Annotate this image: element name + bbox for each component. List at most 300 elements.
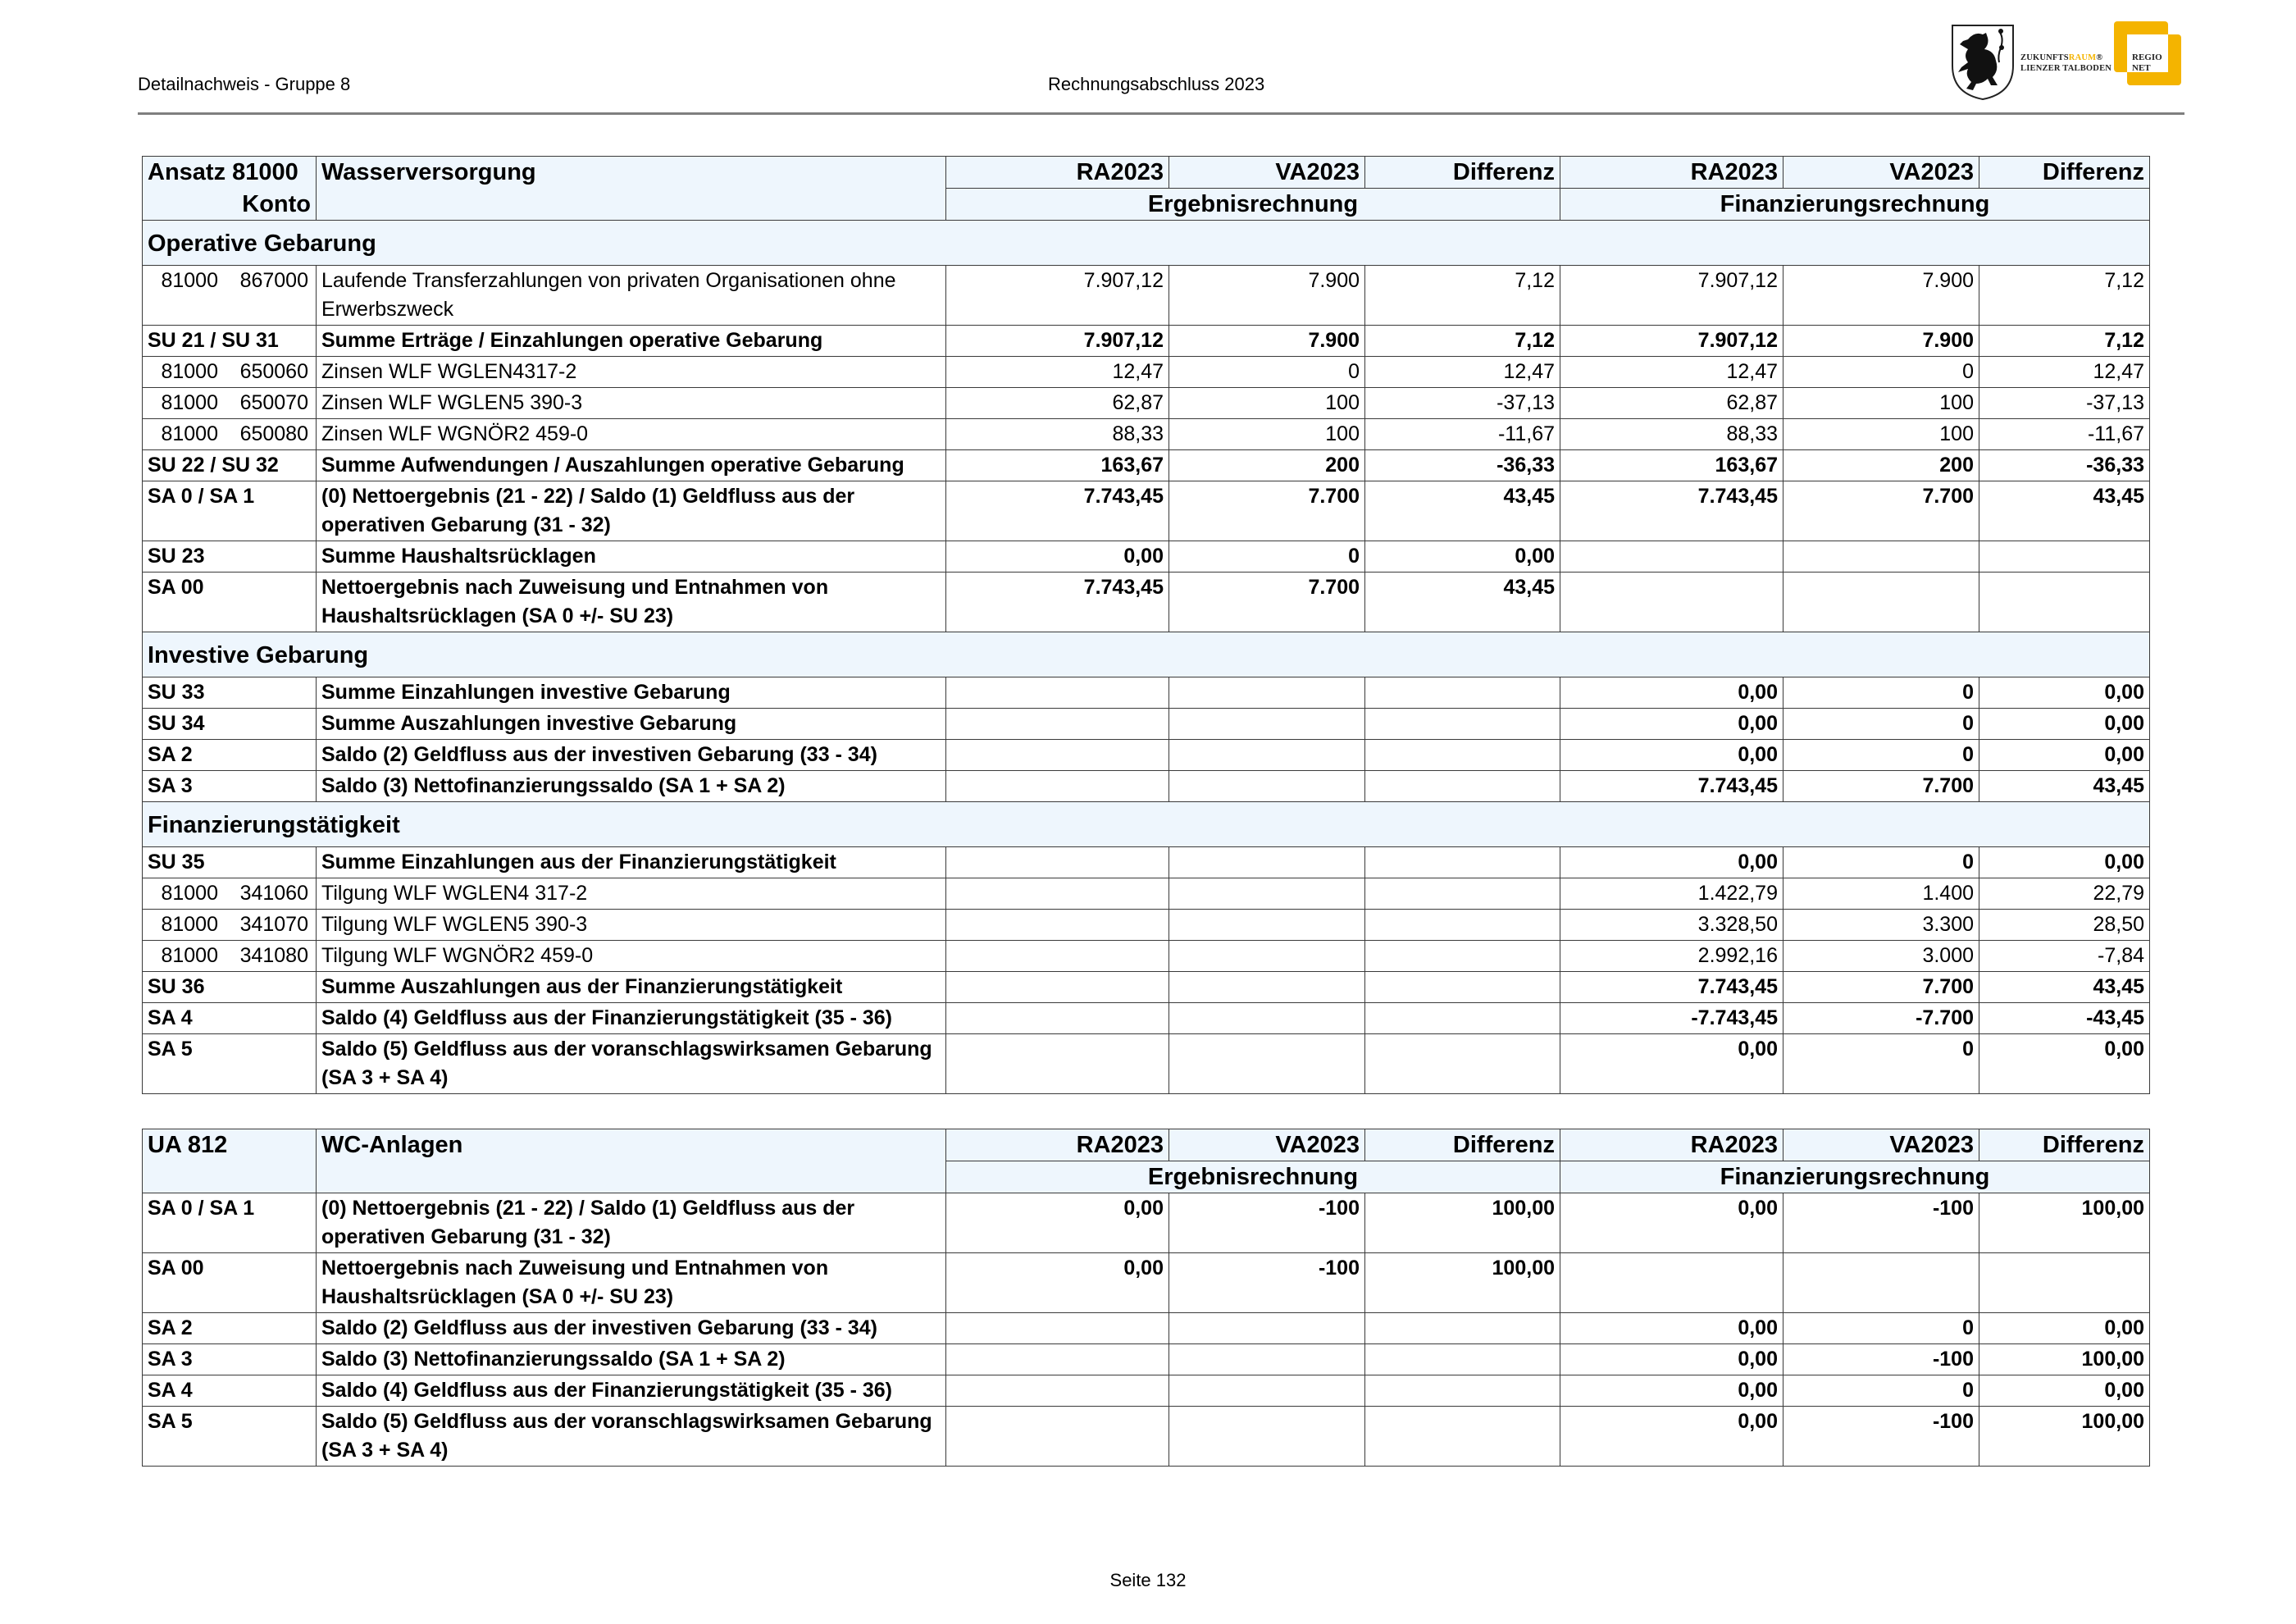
row-label: Saldo (2) Geldfluss aus der investiven Gebarung (33 - 34)	[317, 740, 946, 771]
value-va2023-finanzierung: -100	[1784, 1407, 1979, 1467]
table-row	[143, 677, 2150, 709]
value-va2023-ergebnis: 7.700	[1169, 481, 1365, 541]
table-row	[143, 326, 2150, 357]
value-differenz-ergebnis: 100,00	[1365, 1253, 1560, 1313]
value-ra2023-finanzierung	[1560, 541, 1784, 573]
konto-number: 650070	[239, 391, 308, 414]
value-ra2023-finanzierung: 0,00	[1560, 740, 1784, 771]
value-ra2023-ergebnis: 0,00	[946, 541, 1169, 573]
value-va2023-ergebnis	[1169, 847, 1365, 878]
value-va2023-finanzierung: 3.000	[1784, 941, 1979, 972]
value-differenz-ergebnis: 43,45	[1365, 481, 1560, 541]
account-code	[143, 910, 317, 941]
account-code	[143, 771, 317, 802]
account-code	[143, 266, 317, 326]
konto-number: 650080	[239, 422, 308, 445]
table-row	[143, 910, 2150, 941]
value-ra2023-finanzierung	[1560, 1253, 1784, 1313]
value-va2023-finanzierung: 100	[1784, 419, 1979, 450]
col-header-1: VA2023	[1169, 1129, 1365, 1161]
table-row	[143, 1253, 2150, 1313]
table-row	[143, 481, 2150, 541]
value-ra2023-ergebnis	[946, 1375, 1169, 1407]
col-header-2: Differenz	[1365, 1129, 1560, 1161]
table-group-header-row	[143, 1161, 2150, 1193]
value-va2023-ergebnis	[1169, 1003, 1365, 1034]
value-differenz-finanzierung: 100,00	[1979, 1193, 2150, 1253]
row-label: Tilgung WLF WGNÖR2 459-0	[317, 941, 946, 972]
value-ra2023-ergebnis: 7.907,12	[946, 266, 1169, 326]
value-ra2023-ergebnis: 12,47	[946, 357, 1169, 388]
row-label: Saldo (3) Nettofinanzierungssaldo (SA 1 + SA 2)	[317, 1344, 946, 1375]
account-code	[143, 972, 317, 1003]
value-ra2023-finanzierung: 0,00	[1560, 1407, 1784, 1467]
value-va2023-finanzierung: 1.400	[1784, 878, 1979, 910]
account-code	[143, 1344, 317, 1375]
value-differenz-ergebnis	[1365, 847, 1560, 878]
page-header	[138, 0, 2184, 116]
value-va2023-ergebnis: 100	[1169, 388, 1365, 419]
col-header-2: Differenz	[1365, 157, 1560, 189]
row-label: Tilgung WLF WGLEN5 390-3	[317, 910, 946, 941]
value-differenz-finanzierung: 43,45	[1979, 771, 2150, 802]
row-label: Saldo (3) Nettofinanzierungssaldo (SA 1 + SA 2)	[317, 771, 946, 802]
konto-number: 650060	[239, 360, 308, 383]
value-ra2023-ergebnis	[946, 771, 1169, 802]
value-ra2023-ergebnis: 163,67	[946, 450, 1169, 481]
header-document-title: Rechnungsabschluss 2023	[1048, 74, 1265, 94]
ansatz-number: 81000	[161, 391, 218, 414]
value-ra2023-finanzierung: 2.992,16	[1560, 941, 1784, 972]
value-differenz-ergebnis	[1365, 740, 1560, 771]
account-code	[143, 941, 317, 972]
value-differenz-finanzierung	[1979, 541, 2150, 573]
value-ra2023-ergebnis	[946, 709, 1169, 740]
table-header-row	[143, 1129, 2150, 1161]
value-ra2023-ergebnis	[946, 1344, 1169, 1375]
value-va2023-ergebnis: -100	[1169, 1253, 1365, 1313]
ansatz-number: 81000	[161, 269, 218, 292]
row-code: SU 34	[148, 712, 205, 735]
value-ra2023-finanzierung: 7.743,45	[1560, 481, 1784, 541]
value-ra2023-ergebnis	[946, 847, 1169, 878]
table-row	[143, 450, 2150, 481]
row-label: Saldo (5) Geldfluss aus der voranschlagswirksamen Gebarung (SA 3 + SA 4)	[317, 1407, 946, 1467]
value-va2023-finanzierung: 0	[1784, 740, 1979, 771]
value-differenz-ergebnis	[1365, 709, 1560, 740]
value-va2023-ergebnis	[1169, 1407, 1365, 1467]
row-label: Summe Einzahlungen aus der Finanzierungstätigkeit	[317, 847, 946, 878]
row-code: SA 0 / SA 1	[148, 485, 255, 508]
col-header-0: RA2023	[946, 157, 1169, 189]
row-label: Summe Auszahlungen aus der Finanzierungstätigkeit	[317, 972, 946, 1003]
table-row	[143, 419, 2150, 450]
value-ra2023-ergebnis: 88,33	[946, 419, 1169, 450]
table-row	[143, 541, 2150, 573]
value-differenz-finanzierung: 0,00	[1979, 740, 2150, 771]
account-code	[143, 1407, 317, 1467]
value-va2023-ergebnis	[1169, 941, 1365, 972]
ansatz-number: 81000	[161, 882, 218, 905]
row-code: SA 5	[148, 1410, 193, 1433]
row-code: SA 4	[148, 1379, 193, 1402]
account-code	[143, 847, 317, 878]
value-va2023-ergebnis: 7.700	[1169, 573, 1365, 632]
account-code	[143, 1253, 317, 1313]
value-ra2023-ergebnis: 7.743,45	[946, 481, 1169, 541]
account-code	[143, 541, 317, 573]
value-va2023-finanzierung	[1784, 541, 1979, 573]
value-differenz-ergebnis	[1365, 1344, 1560, 1375]
value-differenz-finanzierung: 100,00	[1979, 1344, 2150, 1375]
value-differenz-ergebnis: 43,45	[1365, 573, 1560, 632]
account-code	[143, 1034, 317, 1094]
row-label: Nettoergebnis nach Zuweisung und Entnahmen von Haushaltsrücklagen (SA 0 +/- SU 23)	[317, 573, 946, 632]
value-va2023-ergebnis: 200	[1169, 450, 1365, 481]
page-number: Seite 132	[1109, 1570, 1187, 1590]
table-row	[143, 1313, 2150, 1344]
value-va2023-ergebnis	[1169, 1313, 1365, 1344]
value-va2023-ergebnis: 7.900	[1169, 326, 1365, 357]
group-header-ergebnisrechnung: Ergebnisrechnung	[946, 189, 1560, 221]
value-ra2023-ergebnis: 0,00	[946, 1193, 1169, 1253]
header-divider	[138, 112, 2184, 115]
row-code: SA 2	[148, 1316, 193, 1339]
section-name-spacer	[317, 189, 946, 221]
value-differenz-ergebnis: 7,12	[1365, 266, 1560, 326]
table-row	[143, 1034, 2150, 1094]
value-differenz-finanzierung: -11,67	[1979, 419, 2150, 450]
table-header-row	[143, 157, 2150, 189]
value-differenz-ergebnis: -37,13	[1365, 388, 1560, 419]
value-differenz-ergebnis	[1365, 677, 1560, 709]
value-va2023-finanzierung: 7.700	[1784, 771, 1979, 802]
value-va2023-finanzierung: 0	[1784, 1375, 1979, 1407]
account-code	[143, 1375, 317, 1407]
row-label: Saldo (5) Geldfluss aus der voranschlagswirksamen Gebarung (SA 3 + SA 4)	[317, 1034, 946, 1094]
value-ra2023-finanzierung: 3.328,50	[1560, 910, 1784, 941]
row-label: Nettoergebnis nach Zuweisung und Entnahmen von Haushaltsrücklagen (SA 0 +/- SU 23)	[317, 1253, 946, 1313]
row-label: Tilgung WLF WGLEN4 317-2	[317, 878, 946, 910]
value-differenz-finanzierung: 43,45	[1979, 481, 2150, 541]
value-differenz-ergebnis: 7,12	[1365, 326, 1560, 357]
account-code	[143, 1003, 317, 1034]
account-code	[143, 388, 317, 419]
row-code: SU 36	[148, 975, 205, 998]
table-row	[143, 847, 2150, 878]
value-va2023-finanzierung: 7.900	[1784, 326, 1979, 357]
table-row	[143, 357, 2150, 388]
value-differenz-ergebnis: 12,47	[1365, 357, 1560, 388]
value-ra2023-ergebnis	[946, 1407, 1169, 1467]
value-ra2023-finanzierung: -7.743,45	[1560, 1003, 1784, 1034]
table-row	[143, 972, 2150, 1003]
value-ra2023-ergebnis	[946, 910, 1169, 941]
code-title: Ansatz 81000	[143, 157, 317, 189]
col-header-1: VA2023	[1169, 157, 1365, 189]
account-code	[143, 677, 317, 709]
group-header-finanzierungsrechnung: Finanzierungsrechnung	[1560, 189, 2150, 221]
code-title: UA 812	[143, 1129, 317, 1161]
value-va2023-finanzierung: 0	[1784, 1313, 1979, 1344]
account-code	[143, 419, 317, 450]
value-ra2023-finanzierung: 7.907,12	[1560, 326, 1784, 357]
value-ra2023-finanzierung: 0,00	[1560, 847, 1784, 878]
value-differenz-ergebnis: 0,00	[1365, 541, 1560, 573]
row-label: (0) Nettoergebnis (21 - 22) / Saldo (1) Geldfluss aus der operativen Gebarung (31 - 32)	[317, 1193, 946, 1253]
account-code	[143, 357, 317, 388]
value-va2023-ergebnis	[1169, 878, 1365, 910]
ansatz-number: 81000	[161, 913, 218, 936]
row-code: SU 22 / SU 32	[148, 454, 279, 477]
value-differenz-ergebnis	[1365, 941, 1560, 972]
value-differenz-finanzierung: -43,45	[1979, 1003, 2150, 1034]
value-ra2023-ergebnis	[946, 1003, 1169, 1034]
row-code: SA 00	[148, 1257, 204, 1280]
value-ra2023-ergebnis	[946, 878, 1169, 910]
value-va2023-finanzierung: 200	[1784, 450, 1979, 481]
value-va2023-ergebnis: -100	[1169, 1193, 1365, 1253]
value-ra2023-finanzierung: 0,00	[1560, 1034, 1784, 1094]
code-subtitle	[143, 1161, 317, 1193]
value-differenz-ergebnis	[1365, 972, 1560, 1003]
code-subtitle: Konto	[143, 189, 317, 221]
value-ra2023-finanzierung: 0,00	[1560, 1344, 1784, 1375]
value-differenz-ergebnis	[1365, 1034, 1560, 1094]
value-differenz-finanzierung: 100,00	[1979, 1407, 2150, 1467]
value-ra2023-finanzierung: 7.907,12	[1560, 266, 1784, 326]
table-row	[143, 573, 2150, 632]
account-code	[143, 1313, 317, 1344]
value-ra2023-finanzierung: 0,00	[1560, 1313, 1784, 1344]
value-ra2023-ergebnis	[946, 1034, 1169, 1094]
account-code	[143, 573, 317, 632]
value-va2023-finanzierung: -7.700	[1784, 1003, 1979, 1034]
row-code: SU 21 / SU 31	[148, 329, 279, 352]
value-differenz-ergebnis	[1365, 1375, 1560, 1407]
value-va2023-ergebnis	[1169, 740, 1365, 771]
account-code	[143, 740, 317, 771]
value-ra2023-ergebnis	[946, 740, 1169, 771]
value-differenz-finanzierung: 0,00	[1979, 1313, 2150, 1344]
account-code	[143, 326, 317, 357]
value-va2023-ergebnis: 0	[1169, 541, 1365, 573]
section-name: WC-Anlagen	[317, 1129, 946, 1161]
value-differenz-ergebnis	[1365, 1407, 1560, 1467]
table-row	[143, 266, 2150, 326]
value-va2023-ergebnis: 0	[1169, 357, 1365, 388]
table-group-header-row	[143, 189, 2150, 221]
value-differenz-finanzierung	[1979, 573, 2150, 632]
section-title: Operative Gebarung	[143, 221, 2150, 266]
value-ra2023-ergebnis	[946, 1313, 1169, 1344]
value-differenz-finanzierung: -37,13	[1979, 388, 2150, 419]
value-differenz-ergebnis	[1365, 910, 1560, 941]
value-va2023-finanzierung: 7.900	[1784, 266, 1979, 326]
table-row	[143, 1344, 2150, 1375]
value-differenz-finanzierung: 0,00	[1979, 709, 2150, 740]
value-differenz-ergebnis: 100,00	[1365, 1193, 1560, 1253]
value-differenz-ergebnis: -36,33	[1365, 450, 1560, 481]
table-row	[143, 941, 2150, 972]
value-ra2023-finanzierung: 0,00	[1560, 677, 1784, 709]
row-label: Laufende Transferzahlungen von privaten Organisationen ohne Erwerbszweck	[317, 266, 946, 326]
value-ra2023-finanzierung: 7.743,45	[1560, 771, 1784, 802]
value-differenz-ergebnis	[1365, 1313, 1560, 1344]
value-ra2023-finanzierung: 62,87	[1560, 388, 1784, 419]
konto-number: 341080	[239, 944, 308, 967]
value-differenz-ergebnis: -11,67	[1365, 419, 1560, 450]
value-differenz-ergebnis	[1365, 771, 1560, 802]
row-label: Summe Erträge / Einzahlungen operative Gebarung	[317, 326, 946, 357]
section-header-row	[143, 221, 2150, 266]
value-ra2023-ergebnis: 62,87	[946, 388, 1169, 419]
row-code: SA 2	[148, 743, 193, 766]
value-va2023-ergebnis	[1169, 677, 1365, 709]
row-label: Summe Einzahlungen investive Gebarung	[317, 677, 946, 709]
row-code: SU 35	[148, 851, 205, 874]
row-label: (0) Nettoergebnis (21 - 22) / Saldo (1) Geldfluss aus der operativen Gebarung (31 - 32)	[317, 481, 946, 541]
table-row	[143, 1375, 2150, 1407]
value-ra2023-ergebnis	[946, 677, 1169, 709]
value-va2023-finanzierung	[1784, 573, 1979, 632]
account-code	[143, 878, 317, 910]
row-label: Zinsen WLF WGLEN4317-2	[317, 357, 946, 388]
row-code: SU 23	[148, 545, 205, 568]
konto-number: 341060	[239, 882, 308, 905]
row-label: Zinsen WLF WGLEN5 390-3	[317, 388, 946, 419]
value-differenz-finanzierung: 0,00	[1979, 847, 2150, 878]
section-title: Finanzierungstätigkeit	[143, 802, 2150, 847]
row-label: Saldo (4) Geldfluss aus der Finanzierungstätigkeit (35 - 36)	[317, 1375, 946, 1407]
value-differenz-finanzierung: 0,00	[1979, 1034, 2150, 1094]
value-differenz-finanzierung: 0,00	[1979, 677, 2150, 709]
value-va2023-finanzierung: 7.700	[1784, 481, 1979, 541]
header-logos	[1950, 20, 2188, 102]
value-differenz-finanzierung: 7,12	[1979, 266, 2150, 326]
value-va2023-finanzierung: 100	[1784, 388, 1979, 419]
value-differenz-finanzierung: 0,00	[1979, 1375, 2150, 1407]
row-label: Summe Haushaltsrücklagen	[317, 541, 946, 573]
row-code: SA 3	[148, 1348, 193, 1371]
value-ra2023-finanzierung: 0,00	[1560, 1193, 1784, 1253]
value-va2023-finanzierung: 0	[1784, 357, 1979, 388]
konto-number: 867000	[239, 269, 308, 292]
row-label: Saldo (4) Geldfluss aus der Finanzierungstätigkeit (35 - 36)	[317, 1003, 946, 1034]
table-row	[143, 1193, 2150, 1253]
ansatz-number: 81000	[161, 944, 218, 967]
value-differenz-ergebnis	[1365, 878, 1560, 910]
value-va2023-finanzierung	[1784, 1253, 1979, 1313]
value-va2023-ergebnis	[1169, 771, 1365, 802]
konto-number: 341070	[239, 913, 308, 936]
table-wc-anlagen	[142, 1129, 2150, 1467]
col-header-4: VA2023	[1784, 1129, 1979, 1161]
row-label: Zinsen WLF WGNÖR2 459-0	[317, 419, 946, 450]
value-differenz-finanzierung: 43,45	[1979, 972, 2150, 1003]
value-va2023-finanzierung: -100	[1784, 1193, 1979, 1253]
value-va2023-ergebnis	[1169, 709, 1365, 740]
value-ra2023-ergebnis: 7.743,45	[946, 573, 1169, 632]
value-va2023-ergebnis	[1169, 972, 1365, 1003]
value-ra2023-ergebnis	[946, 972, 1169, 1003]
value-differenz-finanzierung: 28,50	[1979, 910, 2150, 941]
value-ra2023-finanzierung: 1.422,79	[1560, 878, 1784, 910]
value-va2023-ergebnis: 7.900	[1169, 266, 1365, 326]
row-code: SA 0 / SA 1	[148, 1197, 255, 1220]
section-header-row	[143, 802, 2150, 847]
value-va2023-ergebnis	[1169, 1375, 1365, 1407]
value-ra2023-finanzierung: 12,47	[1560, 357, 1784, 388]
row-code: SA 4	[148, 1006, 193, 1029]
account-code	[143, 450, 317, 481]
section-header-row	[143, 632, 2150, 677]
section-name: Wasserversorgung	[317, 157, 946, 189]
value-va2023-ergebnis	[1169, 1344, 1365, 1375]
value-differenz-finanzierung: 12,47	[1979, 357, 2150, 388]
row-code: SA 3	[148, 774, 193, 797]
group-header-ergebnisrechnung: Ergebnisrechnung	[946, 1161, 1560, 1193]
table-row	[143, 740, 2150, 771]
table-wasserversorgung	[142, 156, 2150, 1094]
value-ra2023-finanzierung: 7.743,45	[1560, 972, 1784, 1003]
col-header-3: RA2023	[1560, 1129, 1784, 1161]
value-ra2023-ergebnis	[946, 941, 1169, 972]
value-differenz-finanzierung: -36,33	[1979, 450, 2150, 481]
zukunftsraum-logo: ZUKUNFTSRAUM® LIENZER TALBODEN	[2020, 53, 2112, 73]
value-differenz-ergebnis	[1365, 1003, 1560, 1034]
row-code: SA 00	[148, 576, 204, 599]
value-va2023-ergebnis	[1169, 910, 1365, 941]
value-ra2023-finanzierung: 0,00	[1560, 1375, 1784, 1407]
section-name-spacer	[317, 1161, 946, 1193]
ansatz-number: 81000	[161, 422, 218, 445]
account-code	[143, 1193, 317, 1253]
row-label: Saldo (2) Geldfluss aus der investiven Gebarung (33 - 34)	[317, 1313, 946, 1344]
ansatz-number: 81000	[161, 360, 218, 383]
table-row	[143, 388, 2150, 419]
account-code	[143, 709, 317, 740]
value-ra2023-finanzierung: 88,33	[1560, 419, 1784, 450]
coat-of-arms-icon	[1950, 23, 2016, 102]
table-row	[143, 771, 2150, 802]
table-row	[143, 709, 2150, 740]
value-differenz-finanzierung: 7,12	[1979, 326, 2150, 357]
value-differenz-finanzierung: 22,79	[1979, 878, 2150, 910]
value-va2023-finanzierung: 0	[1784, 1034, 1979, 1094]
row-label: Summe Aufwendungen / Auszahlungen operative Gebarung	[317, 450, 946, 481]
value-differenz-finanzierung	[1979, 1253, 2150, 1313]
col-header-0: RA2023	[946, 1129, 1169, 1161]
value-va2023-finanzierung: 0	[1784, 709, 1979, 740]
col-header-3: RA2023	[1560, 157, 1784, 189]
col-header-5: Differenz	[1979, 1129, 2150, 1161]
value-va2023-ergebnis: 100	[1169, 419, 1365, 450]
col-header-5: Differenz	[1979, 157, 2150, 189]
value-va2023-finanzierung: 7.700	[1784, 972, 1979, 1003]
value-ra2023-ergebnis: 7.907,12	[946, 326, 1169, 357]
value-ra2023-ergebnis: 0,00	[946, 1253, 1169, 1313]
row-label: Summe Auszahlungen investive Gebarung	[317, 709, 946, 740]
table-row	[143, 1003, 2150, 1034]
table-row	[143, 878, 2150, 910]
value-va2023-finanzierung: -100	[1784, 1344, 1979, 1375]
col-header-4: VA2023	[1784, 157, 1979, 189]
header-section-title: Detailnachweis - Gruppe 8	[138, 74, 351, 94]
regionet-logo: REGIO NET	[2114, 21, 2183, 87]
value-ra2023-finanzierung: 163,67	[1560, 450, 1784, 481]
value-va2023-finanzierung: 0	[1784, 847, 1979, 878]
